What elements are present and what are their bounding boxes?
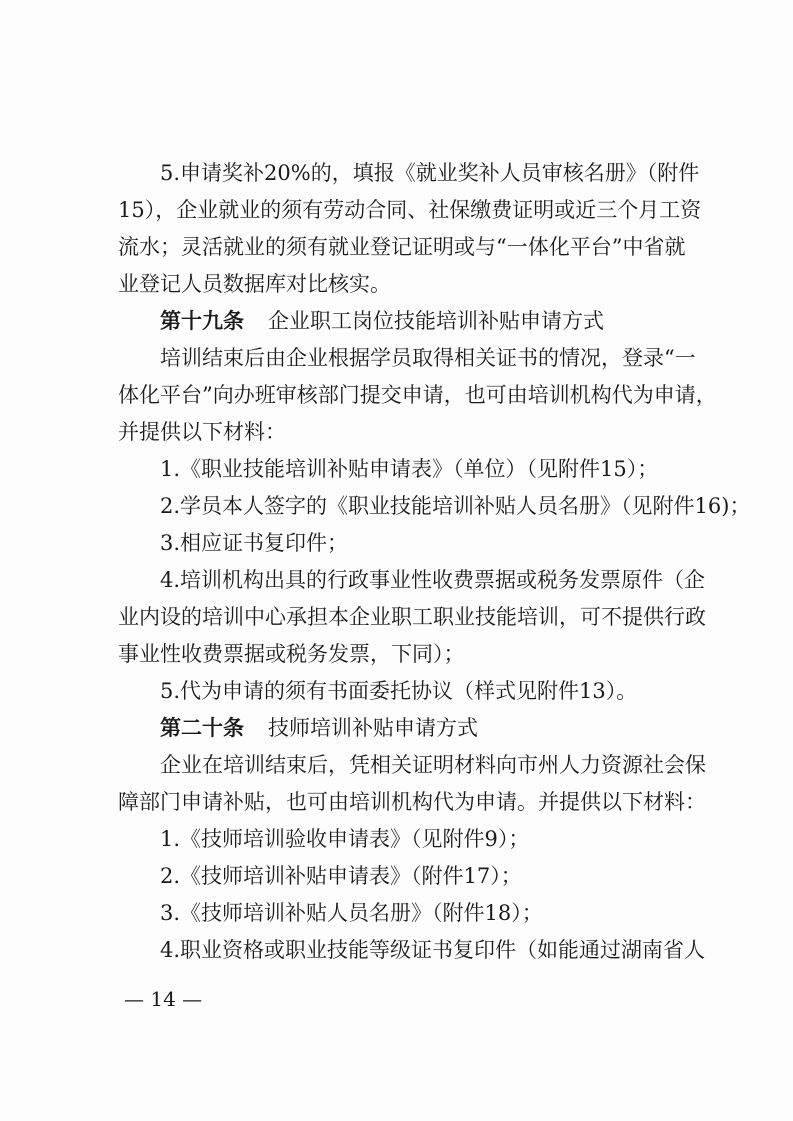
list-item: 5.代为申请的须有书面委托协议（样式见附件13）。 xyxy=(160,679,638,703)
paragraph-line: 体化平台”向办班审核部门提交申请，也可由培训机构代为申请， xyxy=(118,383,717,407)
document-body xyxy=(118,155,751,969)
paragraph-line: 障部门申请补贴，也可由培训机构代为申请。并提供以下材料： xyxy=(118,790,706,814)
list-item: 2.学员本人签字的《职业技能培训补贴人员名册》（见附件16)； xyxy=(160,494,751,518)
list-item: 1.《职业技能培训补贴申请表》（单位）（见附件15）； xyxy=(160,457,659,481)
paragraph-line: 5.申请奖补20%的，填报《就业奖补人员审核名册》（附件 xyxy=(160,161,700,185)
page-number: — 14 — xyxy=(124,987,203,1011)
list-item: 2.《技师培训补贴申请表》（附件17）； xyxy=(160,864,522,888)
paragraph-line: 并提供以下材料： xyxy=(118,420,286,444)
list-item: 3.相应证书复印件； xyxy=(160,531,349,555)
list-item: 4.职业资格或职业技能等级证书复印件（如能通过湖南省人 xyxy=(160,938,706,962)
article-label: 第二十条 xyxy=(160,716,244,740)
paragraph-line: 事业性收费票据或税务发票，下同）； xyxy=(118,642,465,666)
paragraph-line: 企业在培训结束后，凭相关证明材料向市州人力资源社会保 xyxy=(160,753,706,777)
paragraph-line: 15），企业就业的须有劳动合同、社保缴费证明或近三个月工资 xyxy=(118,198,702,222)
list-item: 1.《技师培训验收申请表》（见附件9）； xyxy=(160,827,530,851)
article-label: 第十九条 xyxy=(160,309,244,333)
list-item: 3.《技师培训补贴人员名册》（附件18）； xyxy=(160,901,543,925)
paragraph-line: 培训结束后由企业根据学员取得相关证书的情况，登录“一 xyxy=(160,346,696,370)
article-title: 企业职工岗位技能培训补贴申请方式 xyxy=(268,309,604,333)
article-title: 技师培训补贴申请方式 xyxy=(268,716,478,740)
paragraph-line: 流水；灵活就业的须有就业登记证明或与“一体化平台”中省就 xyxy=(118,235,686,259)
article-heading xyxy=(118,710,678,747)
paragraph-line: 业登记人员数据库对比核实。 xyxy=(118,272,391,296)
list-item: 4.培训机构出具的行政事业性收费票据或税务发票原件（企 xyxy=(160,568,706,592)
paragraph-line: 业内设的培训中心承担本企业职工职业技能培训，可不提供行政 xyxy=(118,605,706,629)
article-heading xyxy=(118,303,678,340)
